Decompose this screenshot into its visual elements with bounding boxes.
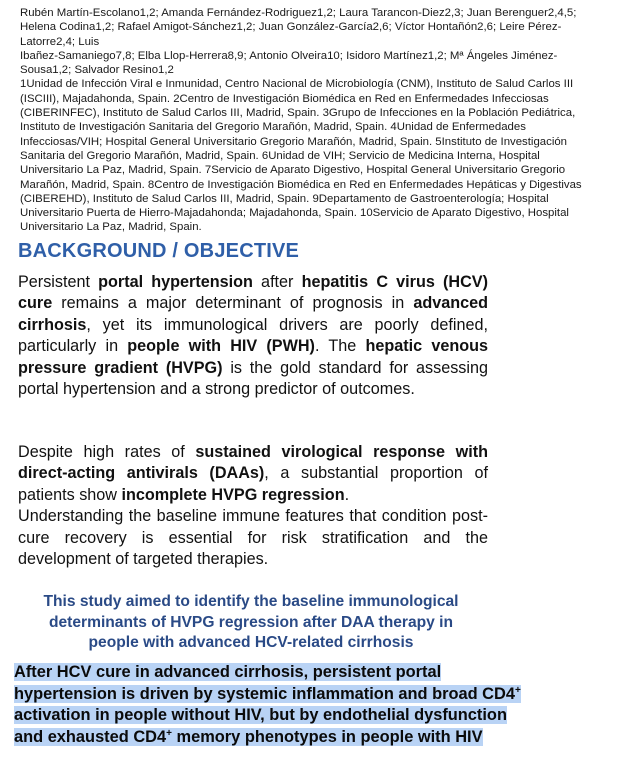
conclusion-text: memory phenotypes in people with HIV (171, 727, 483, 746)
conclusion-line (14, 662, 577, 684)
aim-line: determinants of HVPG regression after DAA therapy in (48, 613, 454, 631)
aim-line: people with advanced HCV-related cirrhosis (88, 634, 414, 652)
affiliation-line: (CIBERINFEC), Instituto de Salud Carlos III, Madrid, Spain. 3Grupo de Infecciones en la Población Pediátrica, (20, 107, 576, 120)
superscript-plus: + (514, 684, 521, 696)
affiliation-line: Sanitaria del Gregorio Marañón, Madrid, Spain. 6Unidad de VIH; Servicio de Medicina Interna, Hospital (20, 149, 540, 162)
text-run: , a substantial proportion of patients show (18, 464, 488, 504)
affiliation-line: Universitario La Paz, Madrid, Spain. (20, 221, 202, 234)
emphasis-run: sustained virological response with direct-acting antivirals (DAAs) (18, 443, 489, 483)
conclusion-run (14, 685, 521, 703)
author-line: Latorre2,4; Luis (20, 35, 100, 48)
author-line: Sousa1,2; Salvador Resino1,2 (20, 64, 174, 77)
author-line: Helena Codina1,2; Rafael Amigot-Sánchez1,2; Juan González-García2,6; Víctor Hontañón2,6; Leire Pérez- (20, 21, 562, 34)
text-run: , yet its immunological drivers are poorly defined, particularly in (18, 315, 488, 356)
emphasis-run: hepatic venous pressure gradient (HVPG) (18, 337, 488, 377)
background-paragraph-1 (18, 272, 488, 400)
conclusion-line (14, 727, 577, 749)
affiliation-line: (CIBEREHD), Instituto de Salud Carlos III, Madrid, Spain. 9Departamento de Gastroenterología; Hospital (20, 192, 549, 205)
conclusion-text: hypertension is driven by systemic inflammation and broad CD4 (14, 684, 515, 703)
affiliation-line: Universitario La Paz, Madrid, Spain. 7Servicio de Aparato Digestivo, Hospital General Universitario Gregorio (20, 164, 566, 177)
text-run: remains a major determinant of prognosis in (52, 294, 414, 313)
affiliation-line: Marañón, Madrid, Spain. 8Centro de Investigación Biomédica en Red en Enfermedades Hepáticas y Digestivas (20, 178, 582, 191)
affiliation-line: 1Unidad de Infección Viral e Inmunidad, Centro Nacional de Microbiología (CNM), Instituto de Salud Carlos III (20, 78, 574, 91)
emphasis-run: advanced cirrhosis (18, 294, 488, 334)
emphasis-run: portal hypertension (98, 273, 253, 291)
conclusion-text: and exhausted CD4 (14, 727, 167, 746)
text-run: . (344, 485, 350, 504)
study-aim (8, 592, 494, 654)
affiliation-line: (ISCIII), Majadahonda, Spain. 2Centro de Investigación Biomédica en Red en Enfermedades Infecciosas (20, 92, 549, 105)
emphasis-run: people with HIV (PWH) (127, 337, 315, 356)
text-run: after (252, 273, 302, 291)
emphasis-run: hepatitis C virus (HCV) cure (18, 273, 488, 313)
aim-line: This study aimed to identify the baseline immunological (43, 593, 459, 610)
text-run: is the gold standard for assessing portal hypertension and a strong predictor of outcomes. (18, 358, 488, 399)
text-run: Persistent (18, 273, 99, 291)
author-line: Rubén Martín-Escolano1,2; Amanda Fernández-Rodriguez1,2; Laura Tarancon-Diez2,3; Juan Berenguer2,4,5; (20, 7, 577, 19)
conclusion-run (14, 728, 483, 746)
affiliation-line: Universitario Puerta de Hierro-Majadahonda; Majadahonda, Spain. 10Servicio de Aparato Digestivo, Hospital (20, 207, 569, 220)
conclusion-text: After HCV cure in advanced cirrhosis, persistent portal (14, 663, 442, 681)
conclusion-highlight (14, 662, 577, 748)
author-line: Ibañez-Samaniego7,8; Elba Llop-Herrera8,9; Antonio Olveira10; Isidoro Martínez1,2; Mª Ángeles Jiménez- (20, 49, 558, 62)
text-run: Understanding the baseline immune features that condition post-cure recovery is essential for risk stratification and the development of targeted therapies. (18, 507, 488, 569)
conclusion-line (14, 684, 577, 706)
section-heading: BACKGROUND / OBJECTIVE (18, 240, 300, 262)
author-affiliation-block (20, 6, 620, 235)
text-run: Despite high rates of (18, 443, 196, 461)
text-run: . The (314, 337, 366, 356)
emphasis-run: incomplete HVPG regression (121, 485, 345, 504)
background-paragraph-2 (18, 442, 488, 570)
superscript-plus: + (166, 727, 172, 739)
conclusion-text: activation in people without HIV, but by endothelial dysfunction (14, 706, 507, 724)
affiliation-line: Infecciosas/VIH; Hospital General Universitario Gregorio Marañón, Madrid, Spain. 5Instituto de Investigación (20, 135, 568, 148)
affiliation-line: Instituto de Investigación Sanitaria del Gregorio Marañón, Madrid, Spain. 4Unidad de Enfermedades (20, 121, 526, 134)
conclusion-line (14, 705, 577, 727)
